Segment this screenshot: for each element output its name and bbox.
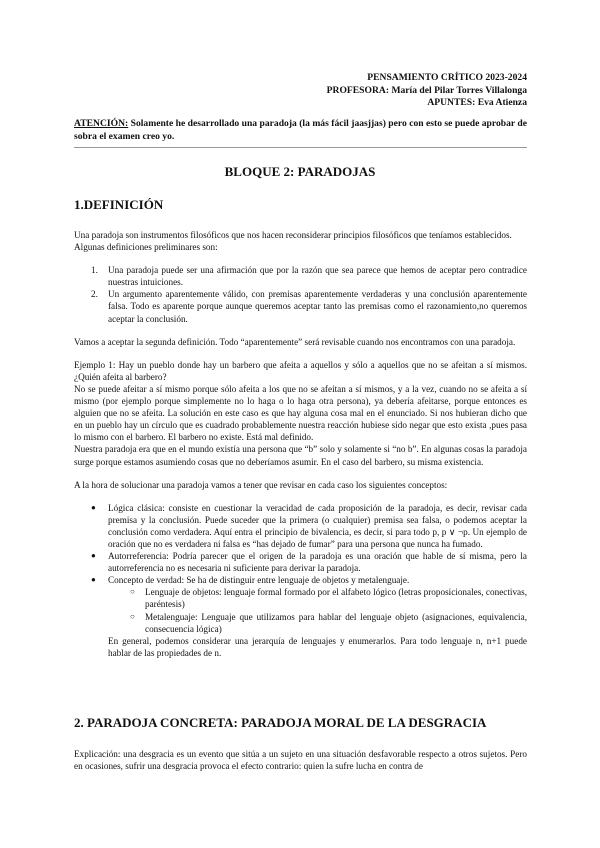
section-heading-paradoja-concreta: 2. PARADOJA CONCRETA: PARADOJA MORAL DE LA DESGRACIA xyxy=(74,715,487,730)
bullet-icon: ● xyxy=(91,575,96,585)
document-header xyxy=(327,72,527,110)
concepts-intro: A la hora de solucionar una paradoja vamos a tener que revisar en cada caso los siguientes conceptos: xyxy=(74,479,448,490)
professor-label: PROFESORA xyxy=(326,84,386,96)
intro-paragraph: Una paradoja son instrumentos filosóficos que nos hacen reconsiderar principios filosóficos que teníamos establecidos. xyxy=(74,230,512,240)
professor-line: PROFESORA: María del Pilar Torres Villalonga xyxy=(326,84,527,96)
definition-item xyxy=(74,264,527,288)
concept-text: Lógica clásica: consiste en cuestionar la veracidad de cada proposición de la paradoja, es decir, revisar cada premisa y la conclusión. Puede suceder que la primera (o cualquier) premisa sea falsa, o podemos aceptar la conclusión como verdadera. Aquí entra el principio de bivalencia, es decir, si para todo p, p ∨ ¬p. Un ejemplo de oración que no es verdadera ni falsa es “has dejado de fumar” para una persona que nunca ha fumado. xyxy=(108,502,527,549)
definition-text: Un argumento aparentemente válido, con premisas aparentemente verdaderas y una conclusión aparentemente falsa. Todo es aparente porque aunque queremos aceptar tanto las premisas como el razonamiento,no queremos aceptar la conclusión. xyxy=(108,289,527,324)
hierarchy-paragraph: En general, podemos considerar una jerarquía de lenguajes y enumerarlos. Para todo lenguaje n, n+1 puede hablar de las propiedades de n. xyxy=(108,635,527,658)
explanation-paragraph: No se puede afeitar a sí mismo porque sólo afeita a los que no se afeitan a sí mismos, y a la vez, cuando no se afeita a sí mismo (por ejemplo porque simplemente no lo haga o lo haga otra persona), ya debería afeitarse, porque entonces es alguien que no se afeita. La solución en este caso es que hay alguna cosa mal en el enunciado. Si nos hubieran dicho que en un pueblo hay un círculo que es cuadrado probablemente nuestra reacción hubiese sido negar que esto exista ,pues pasa lo mismo con el barbero. El barbero no existe. Está mal definido. xyxy=(74,383,527,443)
definition-item xyxy=(74,288,527,324)
section-definicion-body xyxy=(74,229,527,659)
course-title: PENSAMIENTO CRÍTICO 2023-2024 xyxy=(367,72,527,83)
professor-name: María del Pilar Torres Villalonga xyxy=(391,84,527,96)
intro-paragraph-2: Algunas definiciones preliminares son: xyxy=(74,242,218,253)
concept-text: Concepto de verdad: Se ha de distinguir entre lenguaje de objetos y metalenguaje. xyxy=(108,575,410,586)
section-heading-definicion: 1.DEFINICIÓN xyxy=(74,197,164,212)
concept-text: Autorreferencia: Podría parecer que el origen de la paradoja es una oración que hable de sí misma, pero la autorreferencia no es necesaria ni suficiente para derivar la paradoja. xyxy=(108,551,527,574)
notes-line: APUNTES: Eva Atienza xyxy=(427,97,527,108)
circle-bullet-icon: ○ xyxy=(130,587,135,597)
circle-bullet-icon: ○ xyxy=(130,611,135,621)
warning-note: ATENCIÓN: Solamente he desarrollado una paradoja (la más fácil jaasjjas) pero con esto se puede aprobar de sobra el examen creo yo. xyxy=(74,118,527,142)
section-paradoja-body xyxy=(74,748,527,772)
definition-text: Una paradoja puede ser una afirmación que por la razón que sea parece que hemos de aceptar pero contradice nuestras intuiciones. xyxy=(108,265,527,288)
subconcept-text: Lenguaje de objetos: lenguaje formal formado por el alfabeto lógico (letras proposicionales, conectivas, paréntesis) xyxy=(145,587,527,610)
block-title: BLOQUE 2: PARADOJAS xyxy=(224,164,376,179)
concept-item xyxy=(74,502,527,550)
definition-number: 1. xyxy=(91,265,98,276)
bullet-icon: ● xyxy=(91,502,96,512)
paradox-existence-paragraph: Nuestra paradoja era que en el mundo existía una persona que “b” solo y solamente si “no b”. En algunas cosas la paradoja surge porque estamos asumiendo cosas que no deberíamos asumir. En el caso del barbero, su misma existencia. xyxy=(74,444,527,467)
horizontal-divider xyxy=(74,147,527,148)
definition-number: 2. xyxy=(91,289,98,300)
subconcept-text: Metalenguaje: Lenguaje que utilizamos para hablar del lenguaje objeto (asignaciones, equivalencia, consecuencia lógica) xyxy=(145,611,527,634)
notes-label: APUNTES xyxy=(427,97,473,108)
subconcept-item xyxy=(74,586,527,610)
concept-item xyxy=(74,550,527,574)
warning-label: ATENCIÓN xyxy=(74,118,125,129)
bullet-icon: ● xyxy=(91,551,96,561)
subconcept-item xyxy=(74,611,527,635)
accept-paragraph: Vamos a aceptar la segunda definición. Todo “aparentemente” será revisable cuando nos encontramos con una paradoja. xyxy=(74,336,516,347)
concept-item xyxy=(74,574,527,586)
notes-author: Eva Atienza xyxy=(477,97,527,108)
warning-text: Solamente he desarrollado una paradoja (la más fácil jaasjjas) pero con esto se puede aprobar de sobra el examen creo yo. xyxy=(74,118,527,142)
example-paragraph: Ejemplo 1: Hay un pueblo donde hay un barbero que afeita a aquellos y sólo a aquellos que no se afeitan a sí mismos. ¿Quién afeita al barbero? xyxy=(74,359,527,382)
section2-explanation: Explicación: una desgracia es un evento que sitúa a un sujeto en una situación desfavorable respecto a otros sujetos. Pero en ocasiones, sufrir una desgracia provoca el efecto contrario: quien la sufre lucha en contra de xyxy=(74,749,527,772)
